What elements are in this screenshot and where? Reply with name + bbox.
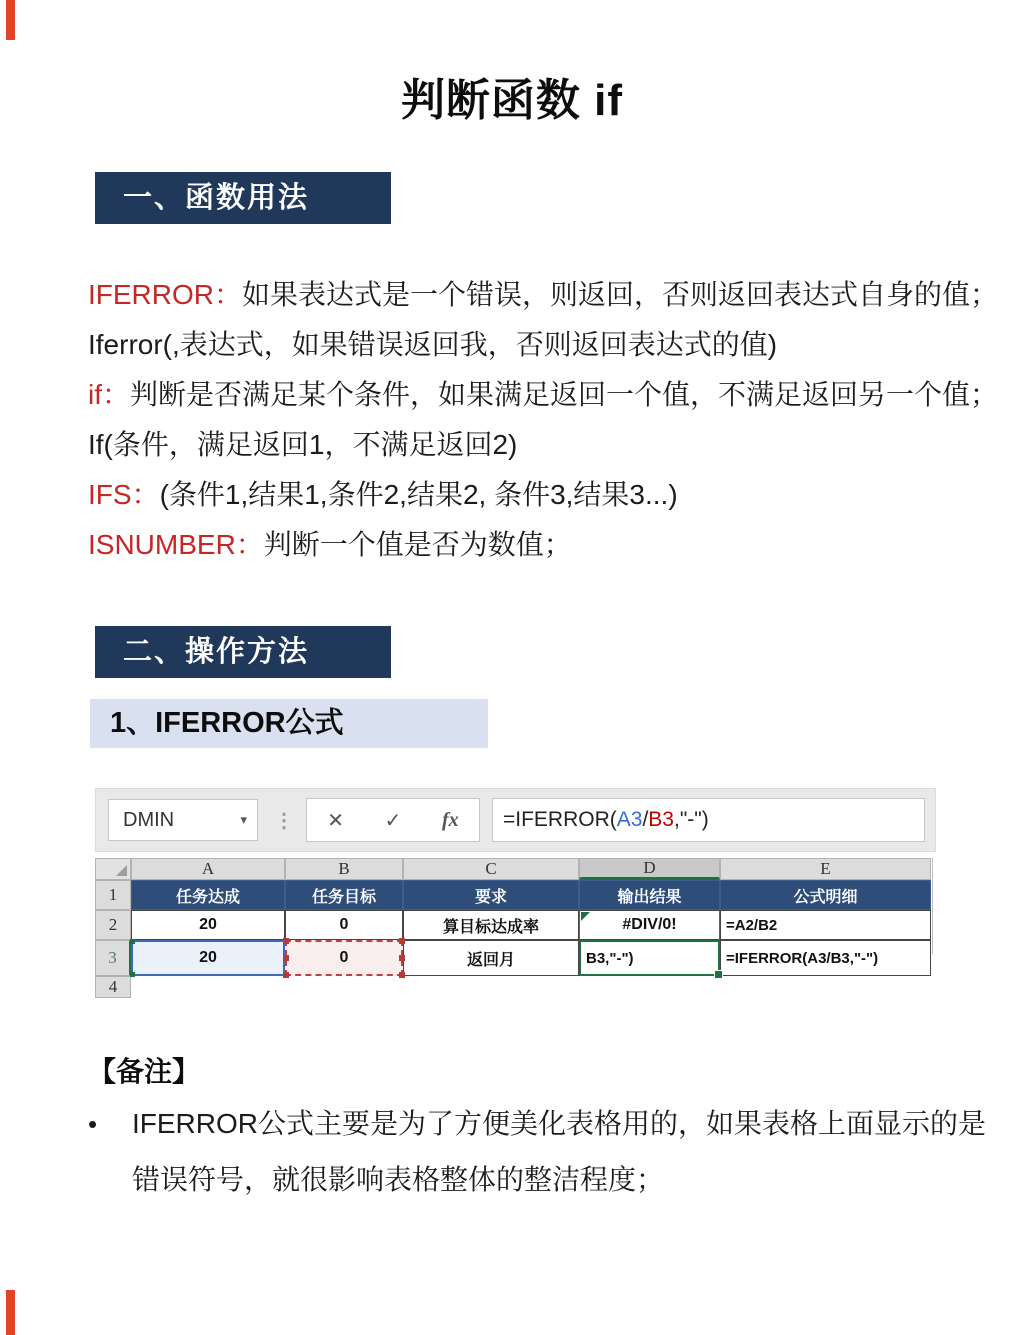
page-edge-marker-bottom	[6, 1290, 15, 1335]
cell-a3-blue-selection[interactable]: 20	[131, 940, 285, 976]
note-text	[132, 1096, 988, 1208]
formula-bar	[95, 788, 936, 852]
cell-e1[interactable]: 公式明细	[720, 880, 931, 910]
cell-d1[interactable]: 输出结果	[579, 880, 720, 910]
usage-line	[88, 520, 988, 570]
selection-handle	[399, 972, 405, 978]
formula-ref-b3: B3	[648, 808, 674, 831]
formula-part: =IFERROR(	[503, 808, 617, 831]
cell-e2[interactable]: =A2/B2	[720, 910, 931, 940]
formula-part: ,"-")	[673, 808, 709, 831]
cell-b3-red-selection[interactable]	[285, 940, 403, 976]
row-header-1[interactable]: 1	[95, 880, 131, 910]
cancel-icon[interactable]: ✕	[327, 809, 345, 832]
note-heading: 【备注】	[88, 1056, 201, 1087]
row-header-2[interactable]: 2	[95, 910, 131, 940]
excel-screenshot	[95, 788, 936, 998]
usage-line	[88, 470, 988, 520]
bullet-marker: •	[88, 1109, 98, 1139]
formula-part: /	[642, 808, 649, 831]
name-box[interactable]	[108, 799, 258, 841]
column-header-b[interactable]: B	[285, 858, 403, 880]
usage-line	[88, 320, 988, 370]
section-banner-method: 二、操作方法	[95, 626, 391, 678]
note-body	[88, 1096, 988, 1208]
selection-handle	[399, 938, 405, 944]
cell-b2[interactable]: 0	[285, 910, 403, 940]
formula-buttons	[306, 798, 480, 842]
selection-handle	[283, 955, 289, 961]
subsection-banner-iferror: 1、IFERROR公式	[90, 699, 488, 748]
usage-desc: 如果表达式是一个错误，则返回，否则返回表达式自身的值；	[242, 279, 999, 310]
usage-line	[88, 370, 999, 420]
section-banner-usage: 一、函数用法	[95, 172, 391, 224]
spreadsheet-grid	[95, 858, 936, 998]
cell-b3-value: 0	[339, 949, 349, 966]
usage-desc: Iferror(,表达式，如果错误返回我，否则返回表达式的值)	[88, 329, 778, 360]
column-header-e[interactable]: E	[720, 858, 931, 880]
column-header-a[interactable]: A	[131, 858, 285, 880]
cell-a4[interactable]	[131, 976, 285, 998]
column-header-d[interactable]: D	[579, 858, 720, 880]
function-name-ifs: IFS：	[88, 479, 160, 510]
cell-d4[interactable]	[579, 976, 720, 998]
row-header-3[interactable]: 3	[95, 940, 131, 976]
row-header-4[interactable]: 4	[95, 976, 131, 998]
selection-handle	[399, 955, 405, 961]
page-edge-marker-top	[6, 0, 15, 40]
function-name-if: if：	[88, 379, 131, 410]
insert-function-icon[interactable]: fx	[442, 808, 459, 831]
enter-check-icon[interactable]: ✓	[384, 809, 402, 832]
name-box-value: DMIN	[123, 808, 175, 831]
note-line-1: IFERROR公式主要是为了方便美化表格用的，如果表格上面显示的是	[132, 1108, 987, 1139]
usage-desc: 判断一个值是否为数值；	[263, 529, 572, 560]
cell-d3-active-edit[interactable]: B3,"-")	[579, 940, 720, 976]
usage-text-block	[88, 270, 999, 570]
cell-a2[interactable]: 20	[131, 910, 285, 940]
page-title: 判断函数 if	[400, 76, 624, 125]
cell-d2-error[interactable]: #DIV/0!	[579, 910, 720, 940]
usage-desc: If(条件，满足返回1，不满足返回2)	[88, 429, 518, 460]
cell-e4[interactable]	[720, 976, 931, 998]
cell-a1[interactable]: 任务达成	[131, 880, 285, 910]
usage-desc: (条件1,结果1,条件2,结果2, 条件3,结果3...)	[159, 479, 678, 510]
cell-c1[interactable]: 要求	[403, 880, 579, 910]
cell-c3[interactable]: 返回月	[403, 940, 579, 976]
separator-dots-icon: ⋮	[274, 809, 294, 832]
note-line-2: 错误符号，就很影响表格整体的整洁程度；	[132, 1164, 665, 1195]
cell-b4[interactable]	[285, 976, 403, 998]
formula-ref-a3: A3	[616, 808, 643, 831]
selection-handle	[283, 972, 289, 978]
cell-c2[interactable]: 算目标达成率	[403, 910, 579, 940]
select-all-corner[interactable]	[95, 858, 131, 880]
function-name-iferror: IFERROR：	[88, 279, 243, 310]
selection-handle	[283, 938, 289, 944]
chevron-down-icon[interactable]: ▾	[240, 812, 247, 827]
cell-b1[interactable]: 任务目标	[285, 880, 403, 910]
formula-input[interactable]	[492, 798, 925, 842]
cell-e3[interactable]: =IFERROR(A3/B3,"-")	[720, 940, 931, 976]
usage-line	[88, 420, 988, 470]
usage-line	[88, 270, 999, 320]
cell-c4[interactable]	[403, 976, 579, 998]
column-header-c[interactable]: C	[403, 858, 579, 880]
usage-desc: 判断是否满足某个条件，如果满足返回一个值，不满足返回另一个值；	[130, 379, 999, 410]
function-name-isnumber: ISNUMBER：	[88, 529, 264, 560]
